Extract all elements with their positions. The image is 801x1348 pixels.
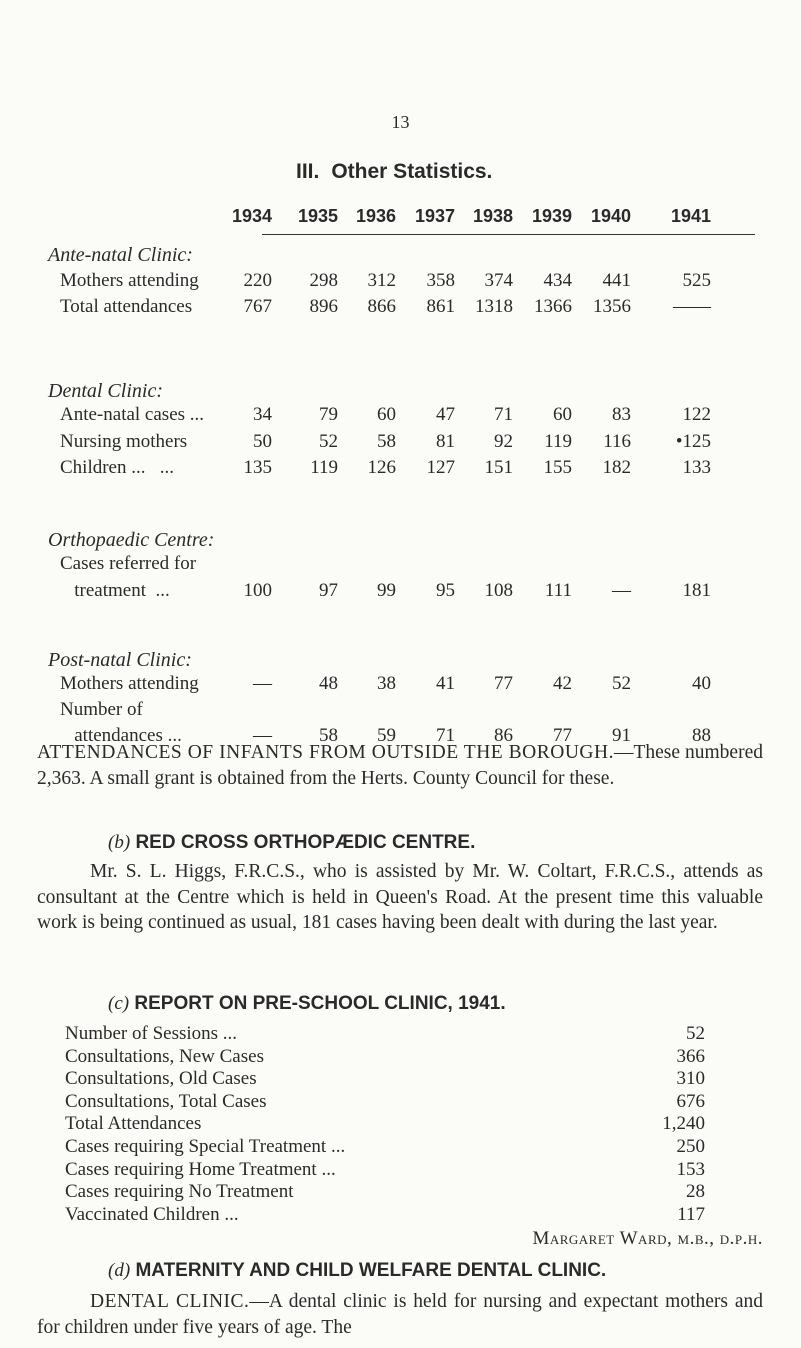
- list-item-value: 676: [676, 1090, 705, 1112]
- list-item: [65, 1023, 705, 1046]
- header-rule: [262, 234, 755, 235]
- table-cell: 135: [243, 457, 272, 478]
- table-cell: 71: [436, 725, 455, 746]
- table-cell: 1318: [475, 296, 513, 317]
- table-cell: 60: [553, 404, 572, 425]
- maternity-heading: [108, 1260, 606, 1282]
- row-label: treatment ...: [60, 580, 170, 601]
- maternity-letter: (d): [108, 1260, 131, 1281]
- table-cell: 896: [309, 296, 338, 317]
- row-label: Number of: [60, 699, 143, 720]
- table-cell: 50: [253, 431, 272, 452]
- table-cell: 83: [612, 404, 631, 425]
- row-label: Mothers attending: [60, 673, 199, 694]
- table-cell: ——: [673, 296, 711, 317]
- table-cell: 79: [319, 404, 338, 425]
- infants-text: —These numbered 2,363. A small grant is obtained from the Herts. County Council for these.: [37, 742, 763, 789]
- table-cell: 298: [309, 270, 338, 291]
- list-item-label: Number of Sessions ...: [65, 1023, 238, 1044]
- table-row: [48, 580, 760, 606]
- table-cell: —: [612, 580, 631, 601]
- table-cell: 127: [426, 457, 455, 478]
- signature: Margaret Ward, m.b., d.p.h.: [532, 1228, 763, 1249]
- table-cell: 99: [377, 580, 396, 601]
- list-item: [65, 1159, 705, 1182]
- table-row: [48, 457, 760, 483]
- table-cell: 116: [603, 431, 631, 452]
- table-cell: 220: [243, 270, 272, 291]
- list-item-value: 52: [686, 1023, 705, 1044]
- table-cell: 374: [484, 270, 513, 291]
- list-item-label: Cases requiring Special Treatment ...: [65, 1135, 346, 1157]
- table-cell: 122: [682, 404, 711, 425]
- pre-school-title: REPORT ON PRE-SCHOOL CLINIC, 1941.: [134, 993, 506, 1014]
- table-cell: 108: [484, 580, 513, 601]
- pre-school-list: [65, 1023, 705, 1226]
- list-item: [65, 1136, 705, 1159]
- statistics-table: [48, 206, 760, 234]
- table-cell: 100: [243, 580, 272, 601]
- table-cell: 1366: [534, 296, 572, 317]
- maternity-caps: DENTAL CLINIC.: [90, 1291, 250, 1312]
- list-item-value: 117: [677, 1203, 705, 1225]
- year-header: 1937: [414, 206, 455, 226]
- year-header: 1940: [590, 206, 631, 226]
- table-cell: 181: [682, 580, 711, 601]
- table-cell: —: [253, 725, 272, 746]
- list-item: [65, 1068, 705, 1091]
- year-header: 1936: [355, 206, 396, 226]
- list-item: [65, 1091, 705, 1114]
- table-cell: 151: [484, 457, 513, 478]
- year-header: 1939: [531, 206, 572, 226]
- table-cell: 133: [682, 457, 711, 478]
- table-row: [48, 553, 760, 579]
- table-cell: 47: [436, 404, 455, 425]
- years-header-row: [48, 206, 760, 234]
- group-title: Ante-natal Clinic:: [48, 244, 193, 266]
- table-cell: 60: [377, 404, 396, 425]
- page-number: 13: [391, 112, 410, 132]
- table-cell: 77: [494, 673, 513, 694]
- list-item-label: Cases requiring Home Treatment ...: [65, 1158, 336, 1180]
- table-cell: 58: [319, 725, 338, 746]
- table-cell: 95: [436, 580, 455, 601]
- table-row: [48, 699, 760, 725]
- pre-school-letter: (c): [108, 993, 130, 1014]
- list-item: [65, 1181, 705, 1204]
- table-cell: 59: [377, 725, 396, 746]
- list-item-value: 153: [676, 1158, 705, 1180]
- table-cell: 767: [243, 296, 272, 317]
- table-cell: 81: [436, 431, 455, 452]
- table-cell: 58: [377, 431, 396, 452]
- infants-caps: ATTENDANCES OF INFANTS FROM OUTSIDE THE BOROUGH.: [37, 742, 614, 763]
- table-cell: 525: [682, 270, 711, 291]
- table-cell: 52: [612, 673, 631, 694]
- table-row: [48, 673, 760, 699]
- table-cell: 41: [436, 673, 455, 694]
- table-cell: 155: [543, 457, 572, 478]
- table-cell: 434: [543, 270, 572, 291]
- table-cell: 42: [553, 673, 572, 694]
- table-cell: 86: [494, 725, 513, 746]
- table-cell: 97: [319, 580, 338, 601]
- table-cell: 91: [612, 725, 631, 746]
- row-label: Cases referred for: [60, 553, 197, 574]
- list-item-value: 310: [676, 1068, 705, 1090]
- list-item: [65, 1204, 705, 1227]
- section-title: Other Statistics.: [331, 160, 493, 183]
- table-cell: 52: [319, 431, 338, 452]
- table-cell: 77: [553, 725, 572, 746]
- row-label: Nursing mothers: [60, 431, 188, 452]
- table-cell: 34: [253, 404, 272, 425]
- table-cell: 441: [602, 270, 631, 291]
- group-title: Post-natal Clinic:: [48, 649, 192, 671]
- table-cell: 182: [602, 457, 631, 478]
- table-row: [48, 270, 760, 296]
- list-item-label: Cases requiring No Treatment: [65, 1181, 294, 1203]
- group-title: Dental Clinic:: [48, 380, 163, 402]
- table-cell: 111: [544, 580, 572, 601]
- table-cell: 312: [367, 270, 396, 291]
- list-item-label: Consultations, New Cases: [65, 1045, 264, 1067]
- row-label: attendances ...: [60, 725, 182, 746]
- table-cell: 1356: [593, 296, 631, 317]
- infants-paragraph: [37, 740, 763, 791]
- section-heading: [296, 160, 504, 184]
- red-cross-letter: (b): [108, 832, 131, 853]
- table-cell: 861: [426, 296, 455, 317]
- year-header: 1934: [231, 206, 272, 226]
- table-cell: 126: [367, 457, 396, 478]
- list-item-label: Consultations, Old Cases: [65, 1068, 257, 1090]
- row-label: Children ... ...: [60, 457, 174, 478]
- table-cell: —: [253, 673, 272, 694]
- pre-school-heading: [108, 993, 506, 1015]
- list-item-label: Consultations, Total Cases: [65, 1090, 267, 1112]
- year-header: 1938: [472, 206, 513, 226]
- list-item-value: 250: [676, 1135, 705, 1157]
- group-title: Orthopaedic Centre:: [48, 529, 215, 551]
- row-label: Mothers attending: [60, 270, 199, 291]
- table-cell: 71: [494, 404, 513, 425]
- red-cross-heading: [108, 832, 475, 854]
- list-item-value: 1,240: [662, 1113, 705, 1135]
- list-item: [65, 1113, 705, 1136]
- row-label: Total attendances: [60, 296, 193, 317]
- red-cross-paragraph: Mr. S. L. Higgs, F.R.C.S., who is assisted by Mr. W. Coltart, F.R.C.S., attends as consultant at the Centre which is held in Queen's Road. At the present time this valuable work is being continued as usual, 181 cases having been dealt with during the last year.: [37, 861, 763, 933]
- maternity-paragraph: [37, 1289, 763, 1340]
- table-row: [48, 431, 760, 457]
- year-header: 1935: [297, 206, 338, 226]
- table-cell: •125: [675, 431, 711, 452]
- table-row: [48, 296, 760, 322]
- table-cell: 48: [319, 673, 338, 694]
- table-cell: 119: [544, 431, 572, 452]
- table-cell: 38: [377, 673, 396, 694]
- table-cell: 92: [494, 431, 513, 452]
- table-cell: 866: [367, 296, 396, 317]
- table-row: [48, 404, 760, 430]
- table-cell: 88: [692, 725, 711, 746]
- list-item-label: Vaccinated Children ...: [65, 1203, 239, 1225]
- red-cross-title: RED CROSS ORTHOPÆDIC CENTRE.: [135, 832, 476, 853]
- table-cell: 119: [310, 457, 338, 478]
- year-header: 1941: [670, 206, 711, 226]
- table-cell: 40: [692, 673, 711, 694]
- list-item-value: 366: [676, 1045, 705, 1067]
- section-number: III.: [296, 160, 320, 183]
- table-cell: 358: [426, 270, 455, 291]
- maternity-title: MATERNITY AND CHILD WELFARE DENTAL CLINIC.: [135, 1260, 607, 1281]
- list-item-value: 28: [686, 1181, 705, 1203]
- list-item: [65, 1046, 705, 1069]
- list-item-label: Total Attendances: [65, 1113, 202, 1135]
- maternity-text: —A dental clinic is held for nursing and expectant mothers and for children under five years of age. The: [37, 1291, 763, 1338]
- row-label: Ante-natal cases ...: [60, 404, 205, 425]
